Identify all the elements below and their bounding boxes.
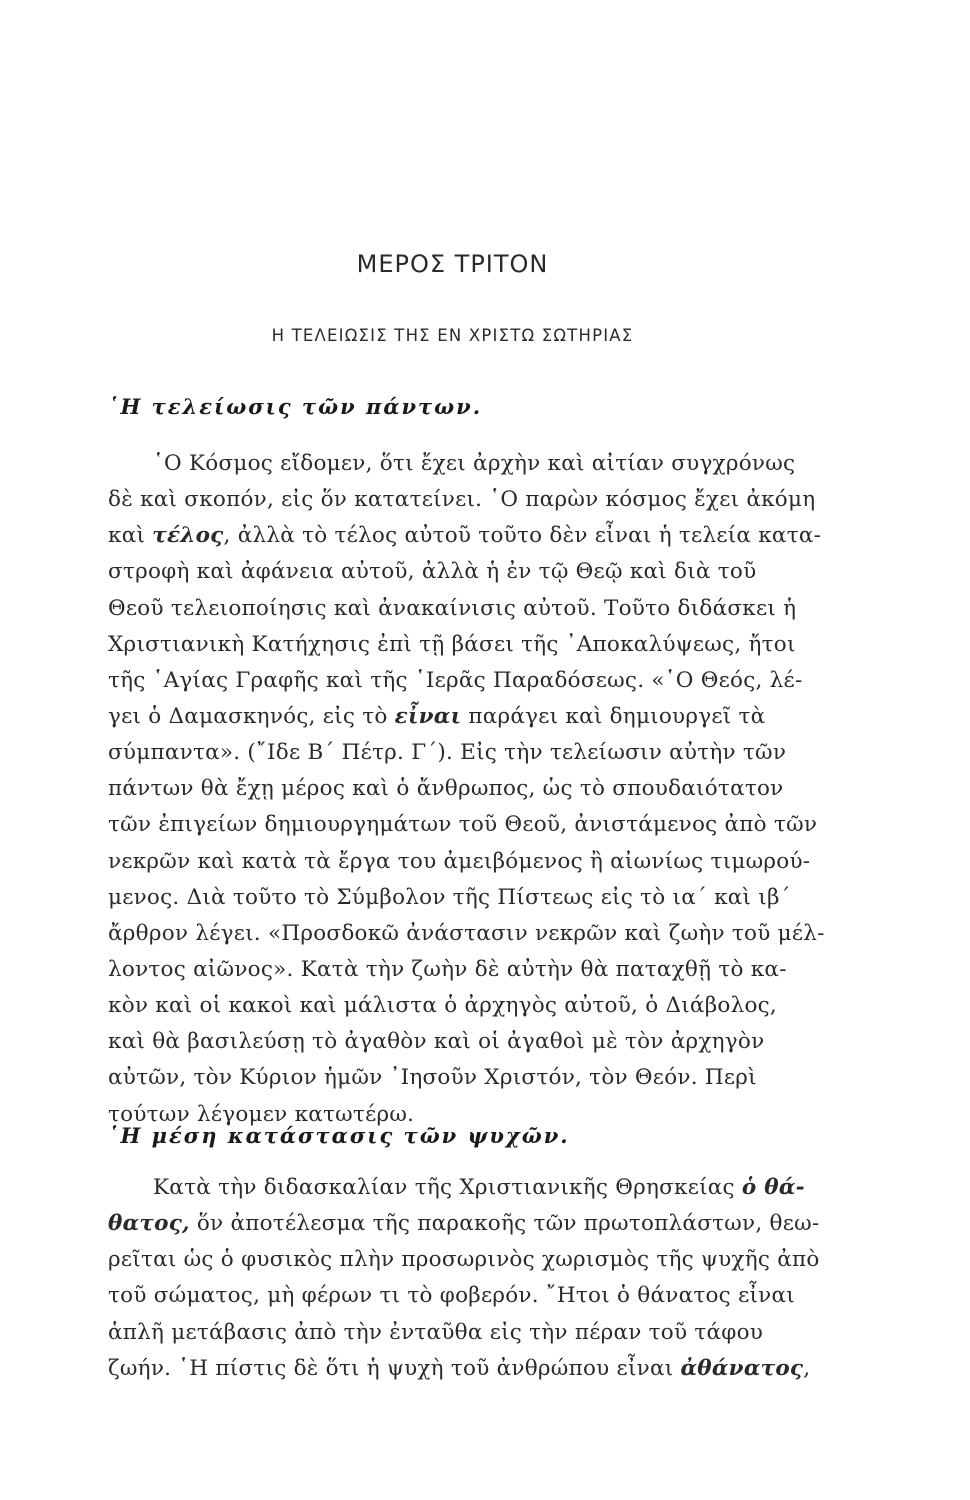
text-line: Χριστιανικὴ Κατήχησις ἐπὶ τῇ βάσει τῆς ᾿Αποκαλύψεως, ἤτοι [108, 631, 796, 657]
text-line: ρεῖται ὡς ὁ φυσικὸς πλὴν προσωρινὸς χωρισμὸς τῆς ψυχῆς ἀπὸ [108, 1247, 820, 1273]
section-body-mesi-katastasis [108, 1170, 853, 1387]
text-line: νεκρῶν καὶ κατὰ τὰ ἔργα του ἀμειβόμενος ἢ αἰωνίως τιμωρού- [108, 848, 811, 874]
text-span: ὅν ἀποτέλεσμα τῆς παρακοῆς τῶν πρωτοπλάστων, θεω- [189, 1211, 820, 1237]
text-line: πάντων θὰ ἔχῃ μέρος καὶ ὁ ἄνθρωπος, ὡς τὸ σπουδαιότατον [108, 776, 784, 802]
section-heading-teleiosis: ῾Η τελείωσις τῶν πάντων. [108, 394, 483, 419]
text-line: τοῦ σώματος, μὴ φέρων τι τὸ φοβερόν. ῎Ητοι ὁ θάνατος εἶναι [108, 1283, 795, 1309]
text-line: καὶ θὰ βασιλεύσῃ τὸ ἀγαθὸν καὶ οἱ ἀγαθοὶ μὲ τὸν ἀρχηγὸν [108, 1029, 765, 1055]
text-line: Θεοῦ τελειοποίησις καὶ ἀνακαίνισις αὐτοῦ. Τοῦτο διδάσκει ἡ [108, 595, 797, 621]
text-span: καὶ [108, 523, 153, 549]
text-line: δὲ καὶ σκοπόν, εἰς ὅν κατατείνει. ῾Ο παρὼν κόσμος ἔχει ἀκόμη [108, 487, 816, 513]
emphasis-telos: τέλος [152, 523, 224, 549]
emphasis-athanatos: ἀθάνατος [680, 1355, 804, 1381]
emphasis-thanatos-cont: θατος, [108, 1211, 190, 1237]
emphasis-einai: εἶναι [394, 703, 462, 729]
text-line: μενος. Διὰ τοῦτο τὸ Σύμβολον τῆς Πίστεως εἰς τὸ ια΄ καὶ ιβ΄ [108, 884, 791, 910]
part-subtitle: Η ΤΕΛΕΙΩΣΙΣ ΤΗΣ ΕΝ ΧΡΙΣΤΩ ΣΩΤΗΡΙΑΣ [271, 326, 634, 345]
text-line: ἁπλῆ μετάβασις ἀπὸ τὴν ἐνταῦθα εἰς τὴν πέραν τοῦ τάφου [108, 1319, 764, 1345]
text-line: ῾Ο Κόσμος εἴδομεν, ὅτι ἔχει ἀρχὴν καὶ αἰτίαν συγχρόνως [153, 451, 796, 476]
text-span: Κατὰ τὴν διδασκαλίαν τῆς Χριστιανικῆς Θρησκείας [153, 1175, 742, 1200]
text-line: κὸν καὶ οἱ κακοὶ καὶ μάλιστα ὁ ἀρχηγὸς αὐτοῦ, ὁ Διάβολος, [108, 993, 778, 1019]
text-span: γει ὁ Δαμασκηνός, εἰς τὸ [108, 703, 395, 729]
part-title: ΜΕΡΟΣ ΤΡΙΤΟΝ [356, 250, 549, 278]
text-line [108, 518, 853, 554]
text-span: , ἀλλὰ τὸ τέλος αὐτοῦ τοῦτο δὲν εἶναι ἡ τελεία κατα- [223, 523, 822, 549]
text-line: λοντος αἰῶνος». Κατὰ τὴν ζωὴν δὲ αὐτὴν θὰ παταχθῇ τὸ κα- [108, 956, 787, 982]
text-line: αὐτῶν, τὸν Κύριον ἡμῶν ᾿Ιησοῦν Χριστόν, τὸν Θεόν. Περὶ [108, 1065, 757, 1091]
text-span: , [803, 1355, 811, 1381]
text-line [108, 1206, 853, 1242]
text-span: ζωήν. ῾Η πίστις δὲ ὅτι ἡ ψυχὴ τοῦ ἀνθρώπου εἶναι [108, 1355, 681, 1381]
section-body-teleiosis [108, 446, 853, 1133]
text-line [108, 1170, 853, 1206]
text-line: ἄρθρον λέγει. «Προσδοκῶ ἀνάστασιν νεκρῶν καὶ ζωὴν τοῦ μέλ- [108, 920, 825, 946]
text-line: στροφὴ καὶ ἀφάνεια αὐτοῦ, ἀλλὰ ἡ ἐν τῷ Θεῷ καὶ διὰ τοῦ [108, 559, 757, 585]
text-line: τούτων λέγομεν κατωτέρω. [108, 1101, 415, 1127]
section-heading-mesi-katastasis: ῾Η μέση κατάστασις τῶν ψυχῶν. [108, 1123, 570, 1148]
text-line [108, 1351, 853, 1387]
text-line: τῶν ἐπιγείων δημιουργημάτων τοῦ Θεοῦ, ἀνιστάμενος ἀπὸ τῶν [108, 812, 818, 838]
text-span: παράγει καὶ δημιουργεῖ τὰ [461, 703, 766, 729]
text-line: σύμπαντα». (῎Ιδε Β΄ Πέτρ. Γ΄). Εἰς τὴν τελείωσιν αὐτὴν τῶν [108, 740, 787, 766]
emphasis-thanatos: ὁ θά- [741, 1175, 805, 1200]
text-line: τῆς ῾Αγίας Γραφῆς καὶ τῆς ῾Ιερᾶς Παραδόσεως. «῾Ο Θεός, λέ- [108, 667, 803, 693]
text-line [108, 699, 853, 735]
